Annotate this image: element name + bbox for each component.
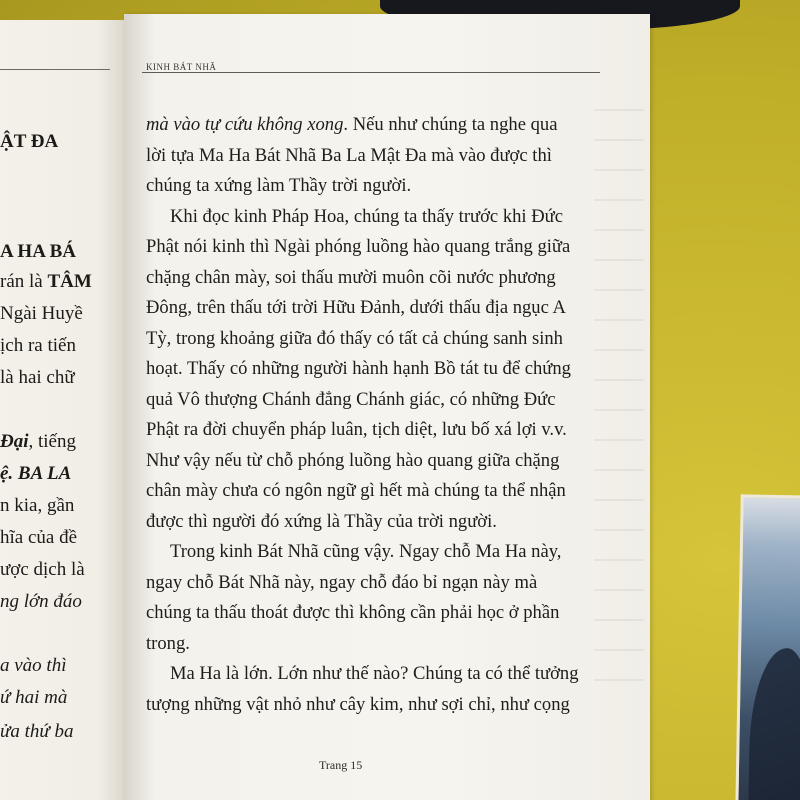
mountain-illustration [748,648,800,800]
body-line-text: chân mày chưa có ngôn ngữ gì hết mà chúng ta thể nhận [146,480,566,501]
left-line: n kia, gần [0,495,75,516]
left-line [0,432,76,451]
body-line [146,690,616,721]
left-line: ứ hai mà [0,687,68,708]
left-line: là hai chữ [0,367,75,388]
body-line [146,415,616,446]
body-line [146,263,616,294]
body-line [146,476,616,507]
page-number: Trang 15 [319,758,363,772]
body-line-text: ngay chỗ Bát Nhã này, ngay chỗ đáo bỉ ngạn này mà [146,571,538,593]
body-line [146,354,616,385]
body-line [146,232,616,263]
body-line-text: được thì người đó xứng là Thầy của trời người. [146,510,497,532]
right-page [124,14,650,800]
side-book-cover [735,494,800,800]
body-line-text: trong. [146,632,190,654]
body-line-text: quả Vô thượng Chánh đẳng Chánh giác, có những Đức [146,388,556,410]
body-line-text: Tỳ, trong khoảng giữa đó thấy có tất cả chúng sanh sinh [146,327,563,349]
body-line-text: chúng ta thấu thoát được thì không cần phải học ở phần [146,602,560,623]
body-line [146,659,616,690]
running-header: KINH BÁT NHÃ [146,62,217,72]
body-line-text: Phật nói kinh thì Ngài phóng luồng hào quang trắng giữa [146,236,571,257]
left-line: ng lớn đáo [0,591,82,612]
body-line [146,202,616,233]
body-line [146,324,616,355]
body-line-text: . Nếu như chúng ta nghe qua [343,114,558,135]
body-line [146,110,616,141]
left-line-part: rán là [0,271,48,292]
body-line-text: Ma Ha là lớn. Lớn như thế nào? Chúng ta có thể tưởng [170,663,579,684]
body-line [146,598,616,629]
left-line-bold-part: TÂM [47,271,92,292]
body-line [146,293,616,324]
body-line [146,385,616,416]
header-rule [142,72,600,73]
body-line-text: hoạt. Thấy có những người hành hạnh Bồ tát tu để chứng [146,358,571,379]
body-line [146,537,616,568]
left-header-rule [0,69,110,70]
left-line [0,272,92,291]
left-line: a vào thì [0,655,67,676]
body-line-text: Phật ra đời chuyển pháp luân, tịch diệt, lưu bố xá lợi v.v. [146,419,567,440]
body-line-text: chặng chân mày, soi thấu mười muôn cõi nước phương [146,266,556,288]
left-line: ẬT ĐA [0,131,59,152]
body-line [146,171,616,202]
left-line: hĩa của đề [0,527,78,548]
body-line [146,141,616,172]
left-line-part: , tiếng [28,431,76,452]
body-line-text: tượng những vật nhỏ như cây kim, như sợi chỉ, như cọng [146,693,570,715]
body-line-text: Khi đọc kinh Pháp Hoa, chúng ta thấy trước khi Đức [170,205,564,227]
left-line: ửa thứ ba [0,721,74,742]
left-line: Ngài Huyề [0,303,83,324]
left-line: ược dịch là [0,559,85,580]
left-page [0,20,125,800]
body-line-italic: mà vào tự cứu không xong [146,114,344,135]
left-line: ệ. BA LA [0,463,72,484]
left-line: A HA BÁ [0,241,77,262]
left-line: ịch ra tiến [0,335,76,356]
body-line [146,629,616,660]
left-line-bold-part: Đại [0,431,29,452]
body-line-text: lời tựa Ma Ha Bát Nhã Ba La Mật Đa mà vào được thì [146,144,552,166]
body-line-text: chúng ta xứng làm Thầy trời người. [146,175,412,196]
body-line [146,507,616,538]
body-line-text: Đông, trên thấu tới trời Hữu Đảnh, dưới thấu địa ngục A [146,297,566,318]
body-text [146,110,616,720]
body-line [146,446,616,477]
body-line-text: Trong kinh Bát Nhã cũng vậy. Ngay chỗ Ma Ha này, [170,541,562,562]
body-line-text: Như vậy nếu từ chỗ phóng luồng hào quang giữa chặng [146,449,560,471]
body-line [146,568,616,599]
